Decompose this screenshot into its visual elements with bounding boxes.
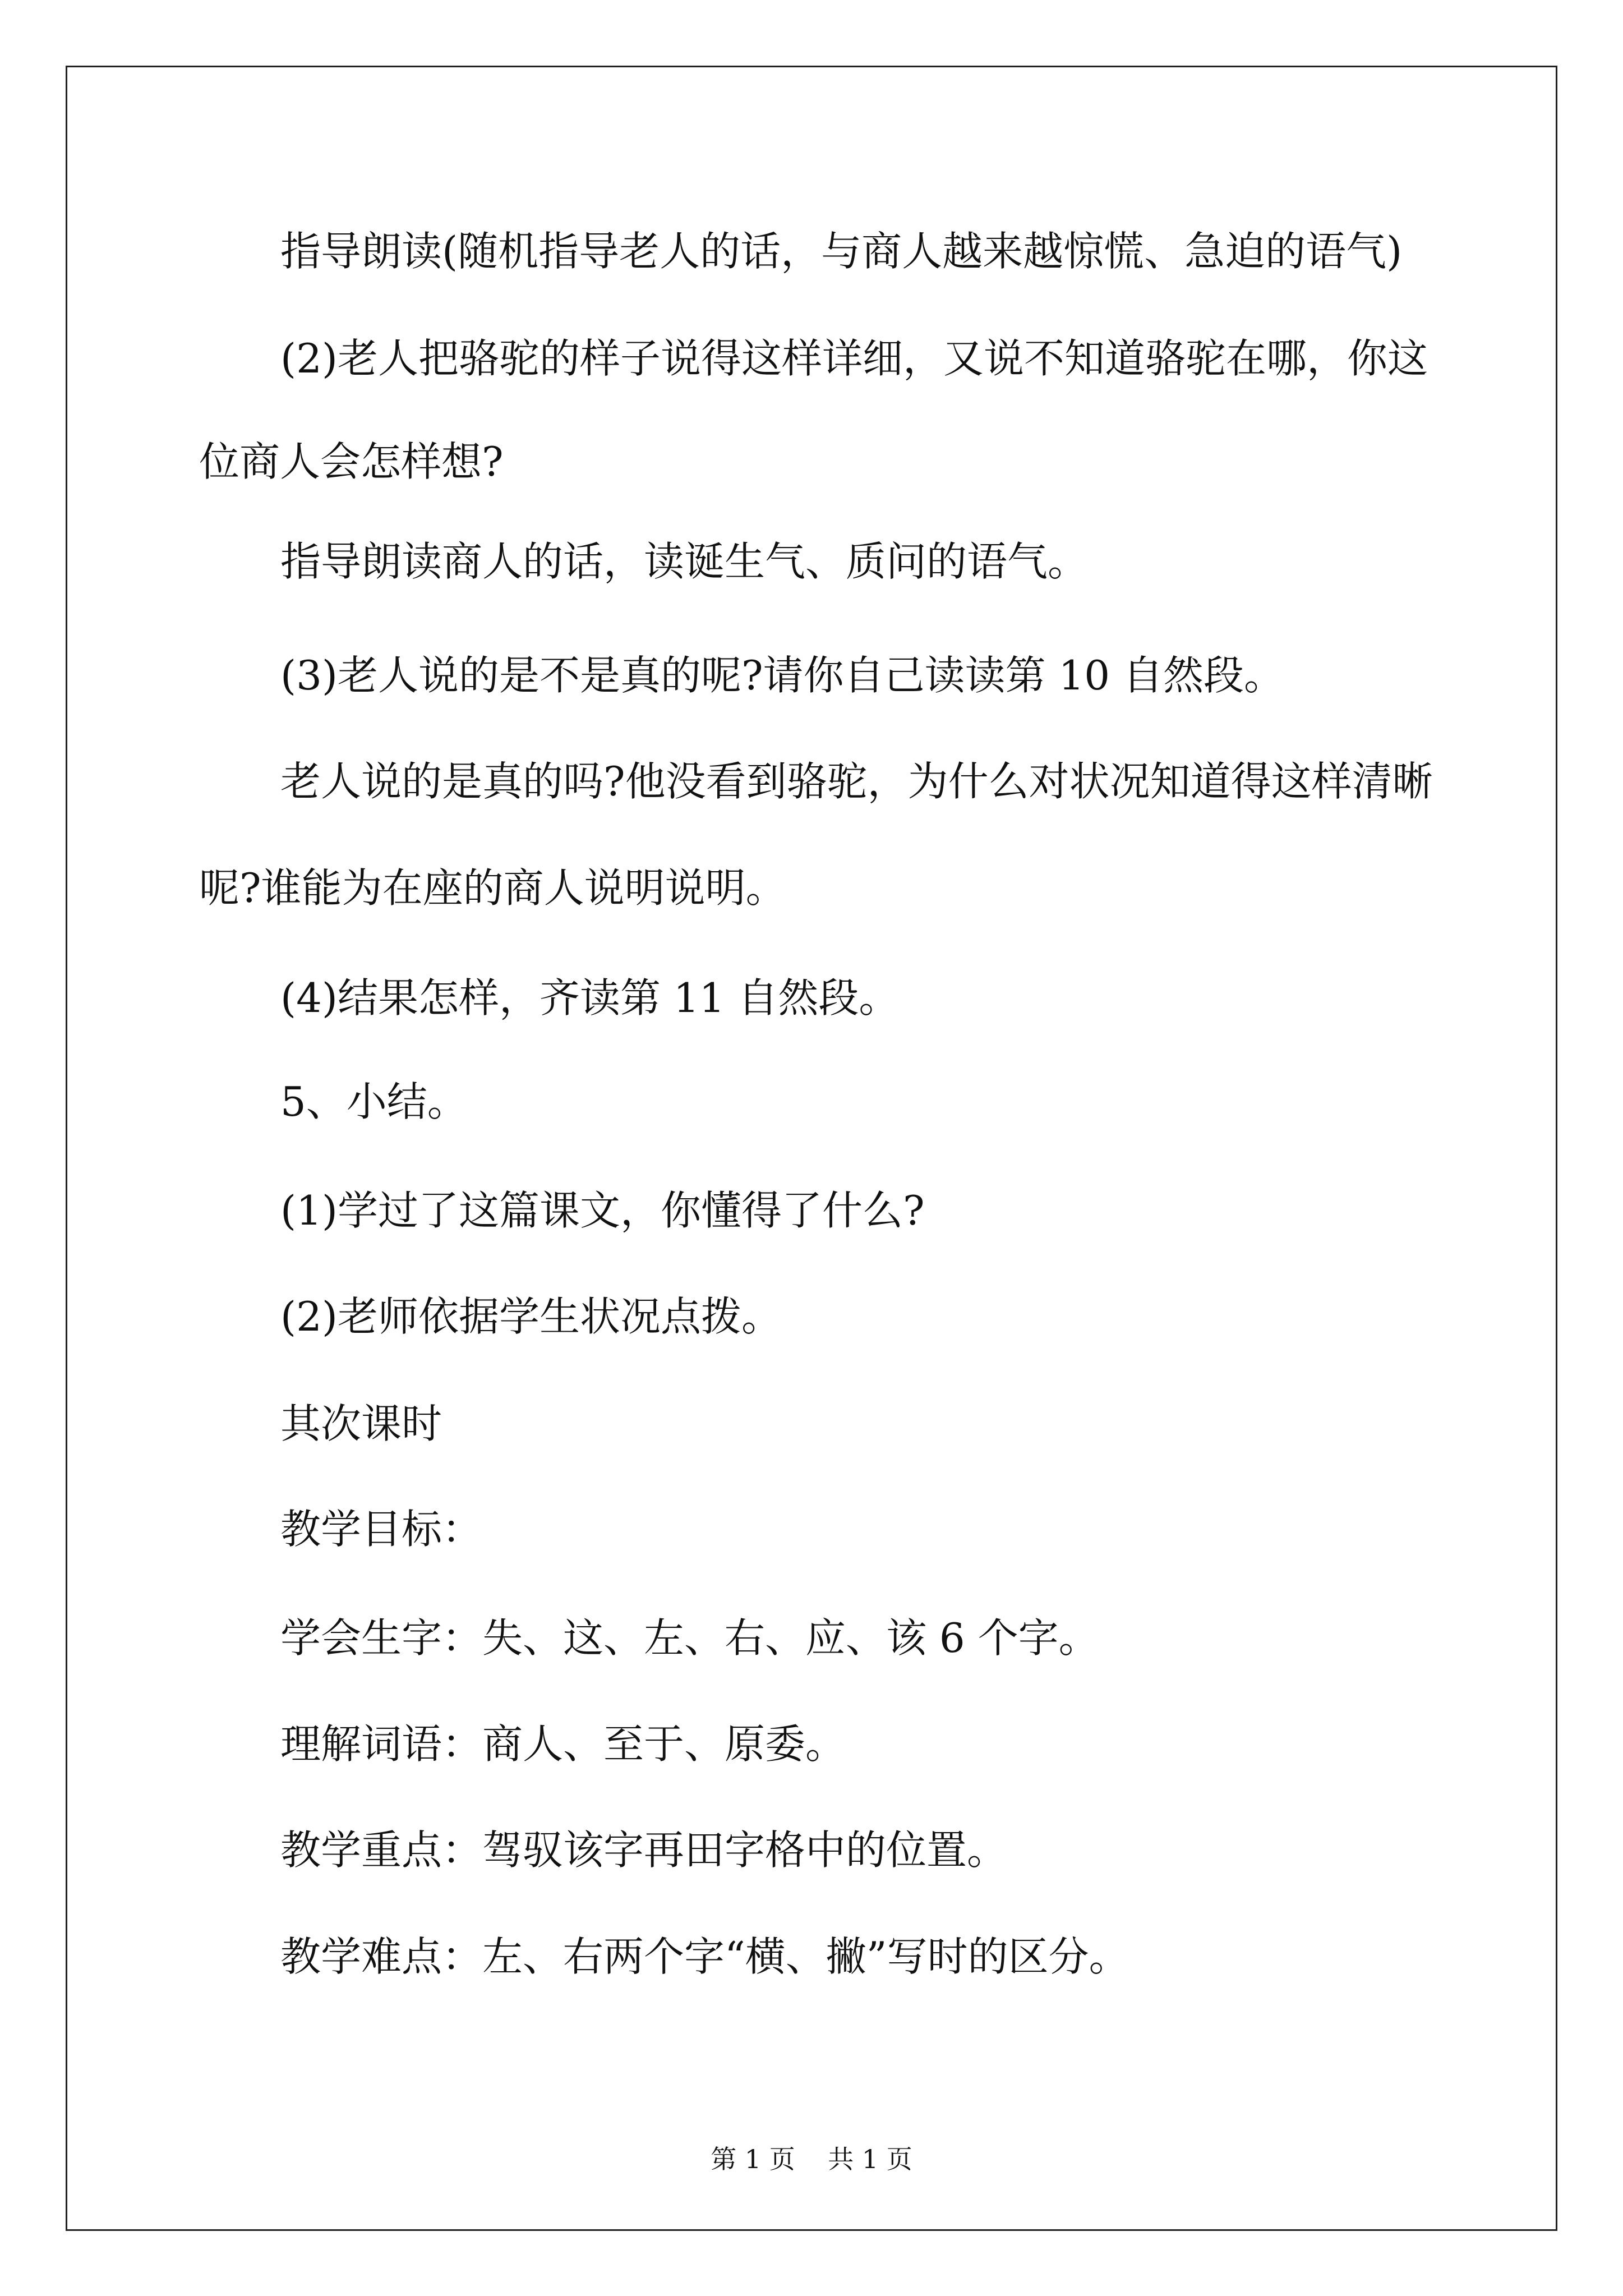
paragraph: 呢?谁能为在座的商人说明说明。	[199, 864, 786, 912]
paragraph: 指导朗读商人的话，读诞生气、质问的语气。	[280, 538, 1089, 585]
page-border	[66, 66, 1557, 2231]
paragraph: 位商人会怎样想?	[199, 438, 504, 485]
paragraph: 教学重点：驾驭该字再田字格中的位置。	[280, 1826, 1008, 1874]
paragraph: 教学难点：左、右两个字“横、撇”写时的区分。	[280, 1933, 1129, 1980]
paragraph: 学会生字：失、这、左、右、应、该 6 个字。	[280, 1614, 1099, 1662]
paragraph: (4)结果怎样，齐读第 11 自然段。	[280, 974, 900, 1022]
paragraph: 指导朗读(随机指导老人的话，与商人越来越惊慌、急迫的语气)	[280, 228, 1403, 275]
paragraph: 5、小结。	[280, 1078, 468, 1125]
paragraph: 理解词语：商人、至于、原委。	[280, 1720, 846, 1768]
section-heading: 其次课时	[280, 1400, 442, 1447]
paragraph: (2)老师依据学生状况点拨。	[280, 1293, 782, 1340]
paragraph: (1)学过了这篇课文，你懂得了什么?	[280, 1187, 925, 1234]
page-number-footer: 第 1 页 共 1 页	[711, 2144, 912, 2174]
paragraph: 老人说的是真的吗?他没看到骆驼，为什么对状况知道得这样清晰	[280, 758, 1433, 805]
paragraph: (3)老人说的是不是真的呢?请你自己读读第 10 自然段。	[280, 652, 1284, 699]
paragraph: (2)老人把骆驼的样子说得这样详细，又说不知道骆驼在哪，你这	[280, 335, 1428, 382]
paragraph: 教学目标：	[280, 1506, 483, 1553]
